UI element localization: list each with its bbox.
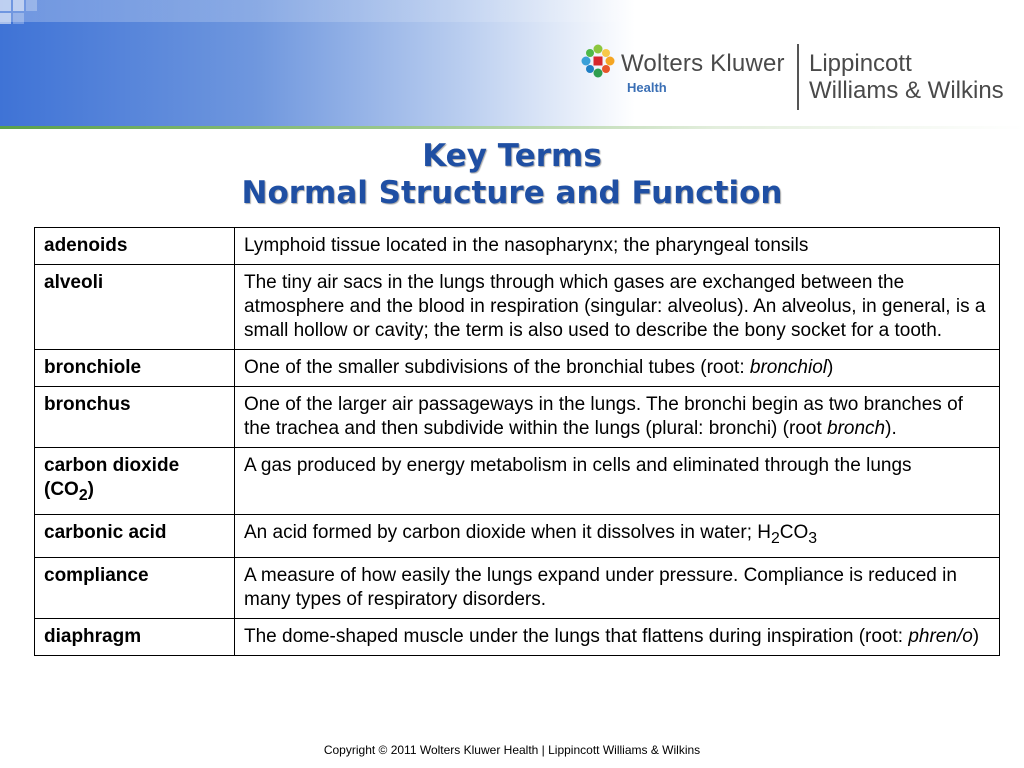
wolters-kluwer-wordmark: Wolters Kluwer (621, 50, 785, 77)
lww-wordmark (809, 50, 1004, 104)
table-row (35, 514, 1000, 557)
term-text: ) (87, 479, 94, 500)
lww-line-2: Williams & Wilkins (809, 77, 1004, 104)
table-row (35, 265, 1000, 350)
term-cell: bronchiole (35, 350, 235, 387)
definition-cell (235, 618, 1000, 655)
title-line-2: Normal Structure and Function (241, 175, 783, 211)
header-rule (0, 126, 1024, 129)
definition-text: ) (826, 357, 834, 378)
term-cell: diaphragm (35, 618, 235, 655)
term-cell: compliance (35, 557, 235, 618)
table-row (35, 350, 1000, 387)
word-root: bronchiol (749, 357, 827, 378)
logo-divider (797, 44, 799, 110)
term-cell: bronchus (35, 387, 235, 448)
word-root: phren/o (908, 625, 973, 647)
subscript: 2 (78, 486, 88, 504)
term-text: carbon dioxide (CO (44, 455, 180, 500)
definition-cell (235, 387, 1000, 448)
definition-text: CO (779, 521, 809, 543)
key-terms-table (34, 227, 1000, 656)
definition-cell: A gas produced by energy metabolism in cells and eliminated through the lungs (235, 448, 1000, 515)
slide-title (0, 138, 1024, 212)
definition-cell: A measure of how easily the lungs expand under pressure. Compliance is reduced in many types of respiratory disorders. (235, 557, 1000, 618)
definition-cell: Lymphoid tissue located in the nasopharynx; the pharyngeal tonsils (235, 228, 1000, 265)
word-root: bronch (827, 418, 886, 439)
health-wordmark: Health (627, 80, 667, 95)
header-top-strip (0, 0, 1024, 22)
definition-cell (235, 350, 1000, 387)
lww-line-1: Lippincott (809, 50, 912, 77)
definition-text: One of the smaller subdivisions of the bronchial tubes (root: (244, 357, 750, 378)
definition-text: ) (972, 625, 980, 647)
table-row (35, 618, 1000, 655)
subscript: 3 (808, 529, 818, 547)
table-row (35, 448, 1000, 515)
copyright-footer: Copyright © 2011 Wolters Kluwer Health | Lippincott Williams & Wilkins (323, 743, 701, 757)
title-line-1: Key Terms (422, 138, 602, 174)
table-row (35, 387, 1000, 448)
definition-text: An acid formed by carbon dioxide when it dissolves in water; H (244, 521, 771, 543)
table-row (35, 557, 1000, 618)
wolters-kluwer-logo-icon (581, 44, 615, 78)
term-cell (35, 448, 235, 515)
definition-text: One of the larger air passageways in the lungs. The bronchi begin as two branches of the trachea and then subdivide within the lungs (plural: bronchi) (root (244, 394, 963, 439)
table-row (35, 228, 1000, 265)
definition-text: The dome-shaped muscle under the lungs that flattens during inspiration (root: (244, 625, 909, 647)
term-cell: alveoli (35, 265, 235, 350)
definition-cell (235, 514, 1000, 557)
definition-cell: The tiny air sacs in the lungs through which gases are exchanged between the atmosphere and the blood in respiration (singular: alveolus). An alveolus, in general, is a small hollow or cavity; the term is also used to describe the bony socket for a tooth. (235, 265, 1000, 350)
term-cell: adenoids (35, 228, 235, 265)
definition-text: ). (885, 418, 897, 439)
term-cell: carbonic acid (35, 514, 235, 557)
subscript: 2 (770, 529, 780, 547)
